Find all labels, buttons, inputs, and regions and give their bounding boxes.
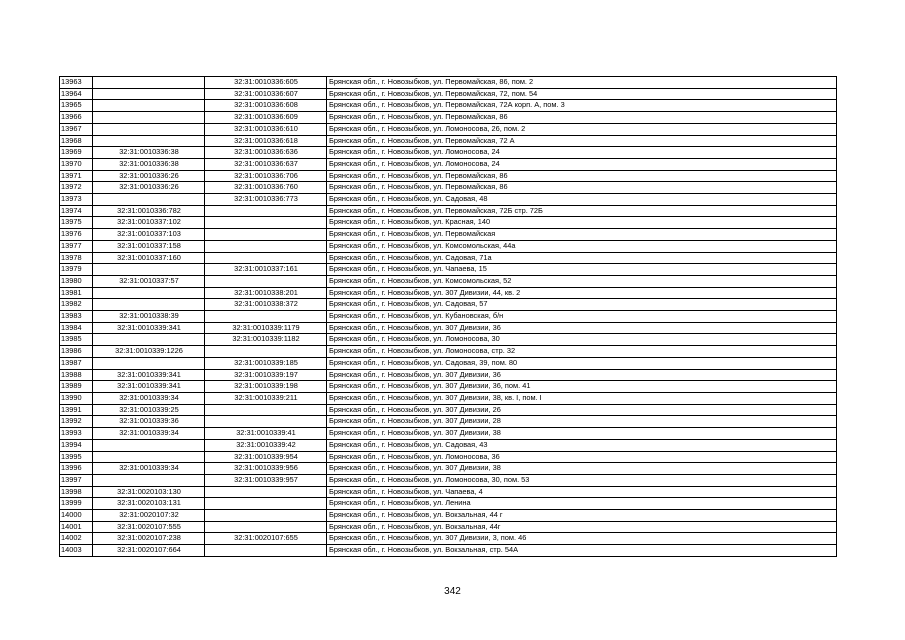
row-number-cell: 13978 (60, 252, 93, 264)
row-number-cell: 14002 (60, 533, 93, 545)
address-cell: Брянская обл., г. Новозыбков, ул. Красная, 140 (327, 217, 837, 229)
land-cadastral-number-cell: 32:31:0010336:26 (93, 170, 205, 182)
table-row (60, 486, 837, 498)
address-cell: Брянская обл., г. Новозыбков, ул. Ломоносова, 30, пом. 53 (327, 474, 837, 486)
address-cell: Брянская обл., г. Новозыбков, ул. Ломоносова, 24 (327, 147, 837, 159)
row-number-cell: 13967 (60, 123, 93, 135)
object-cadastral-number-cell: 32:31:0010336:773 (205, 194, 327, 206)
row-number-cell: 13992 (60, 416, 93, 428)
land-cadastral-number-cell (93, 100, 205, 112)
table-row (60, 135, 837, 147)
land-cadastral-number-cell (93, 135, 205, 147)
address-cell: Брянская обл., г. Новозыбков, ул. 307 Дивизии, 36 (327, 322, 837, 334)
object-cadastral-number-cell: 32:31:0010339:42 (205, 439, 327, 451)
object-cadastral-number-cell (205, 229, 327, 241)
table-row (60, 170, 837, 182)
table-row (60, 498, 837, 510)
land-cadastral-number-cell (93, 474, 205, 486)
table-row (60, 428, 837, 440)
row-number-cell: 13974 (60, 205, 93, 217)
table-row (60, 416, 837, 428)
address-cell: Брянская обл., г. Новозыбков, ул. Первомайская, 72Б стр. 72Б (327, 205, 837, 217)
object-cadastral-number-cell (205, 486, 327, 498)
land-cadastral-number-cell: 32:31:0020107:238 (93, 533, 205, 545)
object-cadastral-number-cell (205, 311, 327, 323)
table-row (60, 346, 837, 358)
object-cadastral-number-cell: 32:31:0010339:185 (205, 357, 327, 369)
table-row (60, 123, 837, 135)
address-cell: Брянская обл., г. Новозыбков, ул. Ломоносова, стр. 32 (327, 346, 837, 358)
row-number-cell: 13986 (60, 346, 93, 358)
table-row (60, 112, 837, 124)
address-cell: Брянская обл., г. Новозыбков, ул. Комсомольская, 52 (327, 275, 837, 287)
land-cadastral-number-cell: 32:31:0010339:34 (93, 428, 205, 440)
land-cadastral-number-cell: 32:31:0020103:130 (93, 486, 205, 498)
row-number-cell: 13977 (60, 240, 93, 252)
land-cadastral-number-cell: 32:31:0010339:341 (93, 322, 205, 334)
object-cadastral-number-cell: 32:31:0010336:608 (205, 100, 327, 112)
address-cell: Брянская обл., г. Новозыбков, ул. Ломоносова, 36 (327, 451, 837, 463)
row-number-cell: 13996 (60, 463, 93, 475)
land-cadastral-number-cell (93, 334, 205, 346)
address-cell: Брянская обл., г. Новозыбков, ул. Вокзальная, 44г (327, 521, 837, 533)
table-row (60, 322, 837, 334)
object-cadastral-number-cell (205, 545, 327, 557)
row-number-cell: 13989 (60, 381, 93, 393)
object-cadastral-number-cell: 32:31:0010336:760 (205, 182, 327, 194)
table-row (60, 463, 837, 475)
land-cadastral-number-cell: 32:31:0010336:38 (93, 158, 205, 170)
object-cadastral-number-cell: 32:31:0010336:618 (205, 135, 327, 147)
address-cell: Брянская обл., г. Новозыбков, ул. 307 Дивизии, 38 (327, 428, 837, 440)
row-number-cell: 13995 (60, 451, 93, 463)
row-number-cell: 13984 (60, 322, 93, 334)
row-number-cell: 13990 (60, 392, 93, 404)
table-row (60, 147, 837, 159)
land-cadastral-number-cell: 32:31:0010336:38 (93, 147, 205, 159)
table-row (60, 474, 837, 486)
object-cadastral-number-cell: 32:31:0010339:197 (205, 369, 327, 381)
row-number-cell: 13998 (60, 486, 93, 498)
object-cadastral-number-cell: 32:31:0020107:655 (205, 533, 327, 545)
address-cell: Брянская обл., г. Новозыбков, ул. Ленина (327, 498, 837, 510)
object-cadastral-number-cell: 32:31:0010336:605 (205, 77, 327, 89)
land-cadastral-number-cell (93, 357, 205, 369)
object-cadastral-number-cell (205, 217, 327, 229)
land-cadastral-number-cell: 32:31:0010337:158 (93, 240, 205, 252)
row-number-cell: 14003 (60, 545, 93, 557)
table-row (60, 451, 837, 463)
address-cell: Брянская обл., г. Новозыбков, ул. 307 Дивизии, 36, пом. 41 (327, 381, 837, 393)
address-cell: Брянская обл., г. Новозыбков, ул. Садовая, 71а (327, 252, 837, 264)
table-row (60, 381, 837, 393)
table-row (60, 264, 837, 276)
land-cadastral-number-cell: 32:31:0010339:36 (93, 416, 205, 428)
land-cadastral-number-cell (93, 439, 205, 451)
row-number-cell: 13979 (60, 264, 93, 276)
address-cell: Брянская обл., г. Новозыбков, ул. Садовая, 57 (327, 299, 837, 311)
land-cadastral-number-cell: 32:31:0010338:39 (93, 311, 205, 323)
table-row (60, 252, 837, 264)
address-cell: Брянская обл., г. Новозыбков, ул. Первомайская (327, 229, 837, 241)
land-cadastral-number-cell (93, 451, 205, 463)
row-number-cell: 13988 (60, 369, 93, 381)
object-cadastral-number-cell: 32:31:0010339:211 (205, 392, 327, 404)
table-row (60, 158, 837, 170)
object-cadastral-number-cell: 32:31:0010339:957 (205, 474, 327, 486)
land-cadastral-number-cell: 32:31:0020107:32 (93, 510, 205, 522)
registry-table (59, 76, 837, 557)
row-number-cell: 13981 (60, 287, 93, 299)
registry-table-body (60, 77, 837, 557)
address-cell: Брянская обл., г. Новозыбков, ул. Садовая, 39, пом. 80 (327, 357, 837, 369)
land-cadastral-number-cell: 32:31:0020107:664 (93, 545, 205, 557)
row-number-cell: 13991 (60, 404, 93, 416)
table-row (60, 217, 837, 229)
table-row (60, 299, 837, 311)
row-number-cell: 13983 (60, 311, 93, 323)
land-cadastral-number-cell: 32:31:0010337:103 (93, 229, 205, 241)
table-row (60, 369, 837, 381)
address-cell: Брянская обл., г. Новозыбков, ул. Ломоносова, 26, пом. 2 (327, 123, 837, 135)
address-cell: Брянская обл., г. Новозыбков, ул. Чапаева, 4 (327, 486, 837, 498)
address-cell: Брянская обл., г. Новозыбков, ул. 307 Дивизии, 38 (327, 463, 837, 475)
table-row (60, 287, 837, 299)
row-number-cell: 13963 (60, 77, 93, 89)
address-cell: Брянская обл., г. Новозыбков, ул. Первомайская, 86 (327, 182, 837, 194)
row-number-cell: 13965 (60, 100, 93, 112)
table-row (60, 334, 837, 346)
land-cadastral-number-cell: 32:31:0020103:131 (93, 498, 205, 510)
object-cadastral-number-cell (205, 252, 327, 264)
row-number-cell: 13997 (60, 474, 93, 486)
object-cadastral-number-cell: 32:31:0010336:607 (205, 88, 327, 100)
table-row (60, 311, 837, 323)
object-cadastral-number-cell: 32:31:0010339:1182 (205, 334, 327, 346)
object-cadastral-number-cell: 32:31:0010336:636 (205, 147, 327, 159)
table-row (60, 404, 837, 416)
row-number-cell: 13969 (60, 147, 93, 159)
land-cadastral-number-cell: 32:31:0010337:160 (93, 252, 205, 264)
row-number-cell: 13976 (60, 229, 93, 241)
land-cadastral-number-cell: 32:31:0010336:26 (93, 182, 205, 194)
land-cadastral-number-cell: 32:31:0010339:25 (93, 404, 205, 416)
table-row (60, 88, 837, 100)
table-row (60, 521, 837, 533)
object-cadastral-number-cell: 32:31:0010338:201 (205, 287, 327, 299)
object-cadastral-number-cell: 32:31:0010339:41 (205, 428, 327, 440)
address-cell: Брянская обл., г. Новозыбков, ул. Садовая, 43 (327, 439, 837, 451)
object-cadastral-number-cell (205, 275, 327, 287)
object-cadastral-number-cell (205, 346, 327, 358)
address-cell: Брянская обл., г. Новозыбков, ул. 307 Дивизии, 28 (327, 416, 837, 428)
address-cell: Брянская обл., г. Новозыбков, ул. 307 Дивизии, 26 (327, 404, 837, 416)
land-cadastral-number-cell: 32:31:0010337:57 (93, 275, 205, 287)
table-row (60, 392, 837, 404)
address-cell: Брянская обл., г. Новозыбков, ул. Чапаева, 15 (327, 264, 837, 276)
table-row (60, 240, 837, 252)
table-row (60, 100, 837, 112)
address-cell: Брянская обл., г. Новозыбков, ул. Первомайская, 86, пом. 2 (327, 77, 837, 89)
land-cadastral-number-cell: 32:31:0020107:555 (93, 521, 205, 533)
land-cadastral-number-cell (93, 287, 205, 299)
land-cadastral-number-cell (93, 264, 205, 276)
object-cadastral-number-cell (205, 205, 327, 217)
row-number-cell: 13972 (60, 182, 93, 194)
object-cadastral-number-cell (205, 404, 327, 416)
table-row (60, 533, 837, 545)
object-cadastral-number-cell: 32:31:0010339:1179 (205, 322, 327, 334)
row-number-cell: 13994 (60, 439, 93, 451)
land-cadastral-number-cell: 32:31:0010339:341 (93, 381, 205, 393)
row-number-cell: 13973 (60, 194, 93, 206)
row-number-cell: 13982 (60, 299, 93, 311)
land-cadastral-number-cell (93, 299, 205, 311)
land-cadastral-number-cell (93, 123, 205, 135)
row-number-cell: 13966 (60, 112, 93, 124)
row-number-cell: 13999 (60, 498, 93, 510)
address-cell: Брянская обл., г. Новозыбков, ул. 307 Дивизии, 3, пом. 46 (327, 533, 837, 545)
row-number-cell: 13985 (60, 334, 93, 346)
land-cadastral-number-cell (93, 77, 205, 89)
table-row (60, 275, 837, 287)
row-number-cell: 13980 (60, 275, 93, 287)
address-cell: Брянская обл., г. Новозыбков, ул. 307 Дивизии, 36 (327, 369, 837, 381)
address-cell: Брянская обл., г. Новозыбков, ул. Садовая, 48 (327, 194, 837, 206)
land-cadastral-number-cell: 32:31:0010339:341 (93, 369, 205, 381)
address-cell: Брянская обл., г. Новозыбков, ул. Первомайская, 72 А (327, 135, 837, 147)
address-cell: Брянская обл., г. Новозыбков, ул. Первомайская, 72, пом. 54 (327, 88, 837, 100)
object-cadastral-number-cell: 32:31:0010336:706 (205, 170, 327, 182)
row-number-cell: 13970 (60, 158, 93, 170)
table-row (60, 194, 837, 206)
row-number-cell: 14000 (60, 510, 93, 522)
table-row (60, 439, 837, 451)
page-number: 342 (444, 586, 461, 597)
address-cell: Брянская обл., г. Новозыбков, ул. Вокзальная, стр. 54А (327, 545, 837, 557)
object-cadastral-number-cell: 32:31:0010339:198 (205, 381, 327, 393)
row-number-cell: 13971 (60, 170, 93, 182)
address-cell: Брянская обл., г. Новозыбков, ул. 307 Дивизии, 44, кв. 2 (327, 287, 837, 299)
table-row (60, 545, 837, 557)
address-cell: Брянская обл., г. Новозыбков, ул. Кубановская, б/н (327, 311, 837, 323)
object-cadastral-number-cell: 32:31:0010336:637 (205, 158, 327, 170)
table-row (60, 510, 837, 522)
object-cadastral-number-cell: 32:31:0010338:372 (205, 299, 327, 311)
land-cadastral-number-cell (93, 112, 205, 124)
land-cadastral-number-cell (93, 88, 205, 100)
address-cell: Брянская обл., г. Новозыбков, ул. Первомайская, 72А корп. А, пом. 3 (327, 100, 837, 112)
table-row (60, 205, 837, 217)
object-cadastral-number-cell (205, 498, 327, 510)
object-cadastral-number-cell (205, 416, 327, 428)
object-cadastral-number-cell: 32:31:0010337:161 (205, 264, 327, 276)
row-number-cell: 14001 (60, 521, 93, 533)
object-cadastral-number-cell: 32:31:0010339:954 (205, 451, 327, 463)
address-cell: Брянская обл., г. Новозыбков, ул. 307 Дивизии, 38, кв. I, пом. I (327, 392, 837, 404)
object-cadastral-number-cell: 32:31:0010336:610 (205, 123, 327, 135)
row-number-cell: 13968 (60, 135, 93, 147)
address-cell: Брянская обл., г. Новозыбков, ул. Первомайская, 86 (327, 170, 837, 182)
object-cadastral-number-cell (205, 240, 327, 252)
address-cell: Брянская обл., г. Новозыбков, ул. Ломоносова, 24 (327, 158, 837, 170)
object-cadastral-number-cell: 32:31:0010336:609 (205, 112, 327, 124)
land-cadastral-number-cell: 32:31:0010336:782 (93, 205, 205, 217)
object-cadastral-number-cell: 32:31:0010339:956 (205, 463, 327, 475)
land-cadastral-number-cell: 32:31:0010339:34 (93, 392, 205, 404)
row-number-cell: 13993 (60, 428, 93, 440)
row-number-cell: 13964 (60, 88, 93, 100)
registry-table-container (59, 76, 836, 557)
object-cadastral-number-cell (205, 510, 327, 522)
row-number-cell: 13987 (60, 357, 93, 369)
land-cadastral-number-cell: 32:31:0010337:102 (93, 217, 205, 229)
address-cell: Брянская обл., г. Новозыбков, ул. Ломоносова, 30 (327, 334, 837, 346)
table-row (60, 357, 837, 369)
address-cell: Брянская обл., г. Новозыбков, ул. Комсомольская, 44а (327, 240, 837, 252)
table-row (60, 182, 837, 194)
row-number-cell: 13975 (60, 217, 93, 229)
land-cadastral-number-cell: 32:31:0010339:34 (93, 463, 205, 475)
land-cadastral-number-cell: 32:31:0010339:1226 (93, 346, 205, 358)
object-cadastral-number-cell (205, 521, 327, 533)
address-cell: Брянская обл., г. Новозыбков, ул. Первомайская, 86 (327, 112, 837, 124)
address-cell: Брянская обл., г. Новозыбков, ул. Вокзальная, 44 г (327, 510, 837, 522)
table-row (60, 77, 837, 89)
table-row (60, 229, 837, 241)
land-cadastral-number-cell (93, 194, 205, 206)
